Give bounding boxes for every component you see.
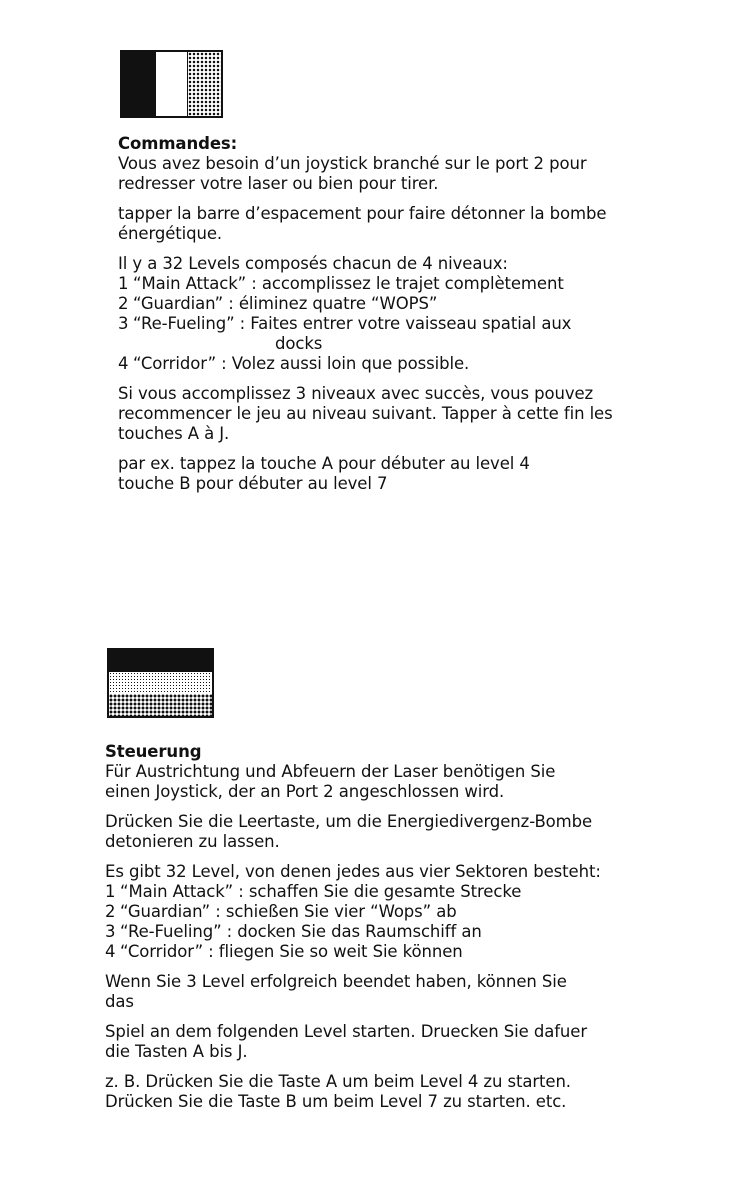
level-number: 1: [105, 882, 116, 901]
text-line: touche B pour débuter au level 7: [118, 474, 388, 493]
french-levels-list: [118, 254, 648, 374]
text-line: recommencer le jeu au niveau suivant. Tapper à cette fin les: [118, 404, 613, 423]
level-number: 2: [118, 294, 129, 313]
level-item: [118, 314, 648, 334]
french-heading: Commandes:: [118, 134, 238, 153]
text-line: Spiel an dem folgenden Level starten. Druecken Sie dafuer: [105, 1022, 588, 1041]
french-paragraph-joystick: [118, 154, 648, 194]
level-item: [105, 902, 645, 922]
text-line: z. B. Drücken Sie die Taste A um beim Level 4 zu starten.: [105, 1072, 571, 1091]
german-paragraph-bomb: [105, 812, 645, 852]
french-paragraph-bomb: [118, 204, 648, 244]
text-line: die Tasten A bis J.: [105, 1042, 248, 1061]
level-number: 3: [118, 314, 129, 333]
german-levels-list: [105, 862, 645, 962]
level-text: “Main Attack” : accomplissez le trajet complètement: [133, 274, 564, 293]
flag-band-light-dotted: [109, 672, 212, 694]
german-paragraph-start: [105, 1022, 645, 1062]
text-line: einen Joystick, der an Port 2 angeschlossen wird.: [105, 782, 505, 801]
level-text: “Main Attack” : schaffen Sie die gesamte Strecke: [120, 882, 522, 901]
text-line: touches A à J.: [118, 424, 230, 443]
text-line: par ex. tappez la touche A pour débuter au level 4: [118, 454, 530, 473]
text-line: Vous avez besoin d’un joystick branché sur le port 2 pour: [118, 154, 587, 173]
level-number: 2: [105, 902, 116, 921]
text-line: Für Austrichtung und Abfeuern der Laser benötigen Sie: [105, 762, 556, 781]
german-paragraph-joystick: [105, 762, 645, 802]
german-instructions: [105, 742, 645, 1122]
german-heading: Steuerung: [105, 742, 202, 761]
france-flag-icon: [120, 50, 223, 118]
french-paragraph-example: [118, 454, 648, 494]
german-paragraph-example: [105, 1072, 645, 1112]
text-line: Drücken Sie die Taste B um beim Level 7 zu starten. etc.: [105, 1092, 567, 1111]
level-number: 4: [118, 354, 129, 373]
text-line: redresser votre laser ou bien pour tirer.: [118, 174, 439, 193]
flag-band-dark-dotted: [109, 694, 212, 716]
level-item: [105, 942, 645, 962]
text-line: detonieren zu lassen.: [105, 832, 280, 851]
level-text: “Corridor” : fliegen Sie so weit Sie können: [120, 942, 463, 961]
level-item: [118, 294, 648, 314]
text-line: das: [105, 992, 134, 1011]
french-paragraph-success: [118, 384, 648, 444]
level-text: “Guardian” : schießen Sie vier “Wops” ab: [120, 902, 457, 921]
flag-stripe-black: [122, 52, 155, 116]
levels-intro: Il y a 32 Levels composés chacun de 4 niveaux:: [118, 254, 508, 273]
text-line: Wenn Sie 3 Level erfolgreich beendet haben, können Sie: [105, 972, 567, 991]
level-number: 1: [118, 274, 129, 293]
german-paragraph-success: [105, 972, 645, 1012]
flag-stripe-white: [155, 52, 189, 116]
flag-stripe-dotted: [188, 52, 221, 116]
level-number: 3: [105, 922, 116, 941]
flag-band-black: [109, 650, 212, 672]
french-instructions: [118, 134, 648, 504]
level-item: [105, 882, 645, 902]
level-text: “Guardian” : éliminez quatre “WOPS”: [133, 294, 438, 313]
germany-flag-icon: [107, 648, 214, 718]
text-line: Drücken Sie die Leertaste, um die Energiedivergenz-Bombe: [105, 812, 593, 831]
level-item: [118, 354, 648, 374]
level-text: “Corridor” : Volez aussi loin que possible.: [133, 354, 470, 373]
text-line: Si vous accomplissez 3 niveaux avec succès, vous pouvez: [118, 384, 594, 403]
text-line: tapper la barre d’espacement pour faire détonner la bombe: [118, 204, 607, 223]
levels-intro: Es gibt 32 Level, von denen jedes aus vier Sektoren besteht:: [105, 862, 601, 881]
level-text-continuation: docks: [275, 334, 323, 353]
level-number: 4: [105, 942, 116, 961]
level-text: “Re-Fueling” : docken Sie das Raumschiff an: [120, 922, 482, 941]
text-line: énergétique.: [118, 224, 223, 243]
level-item: [118, 274, 648, 294]
level-text: “Re-Fueling” : Faites entrer votre vaisseau spatial aux: [133, 314, 572, 333]
level-item: [105, 922, 645, 942]
